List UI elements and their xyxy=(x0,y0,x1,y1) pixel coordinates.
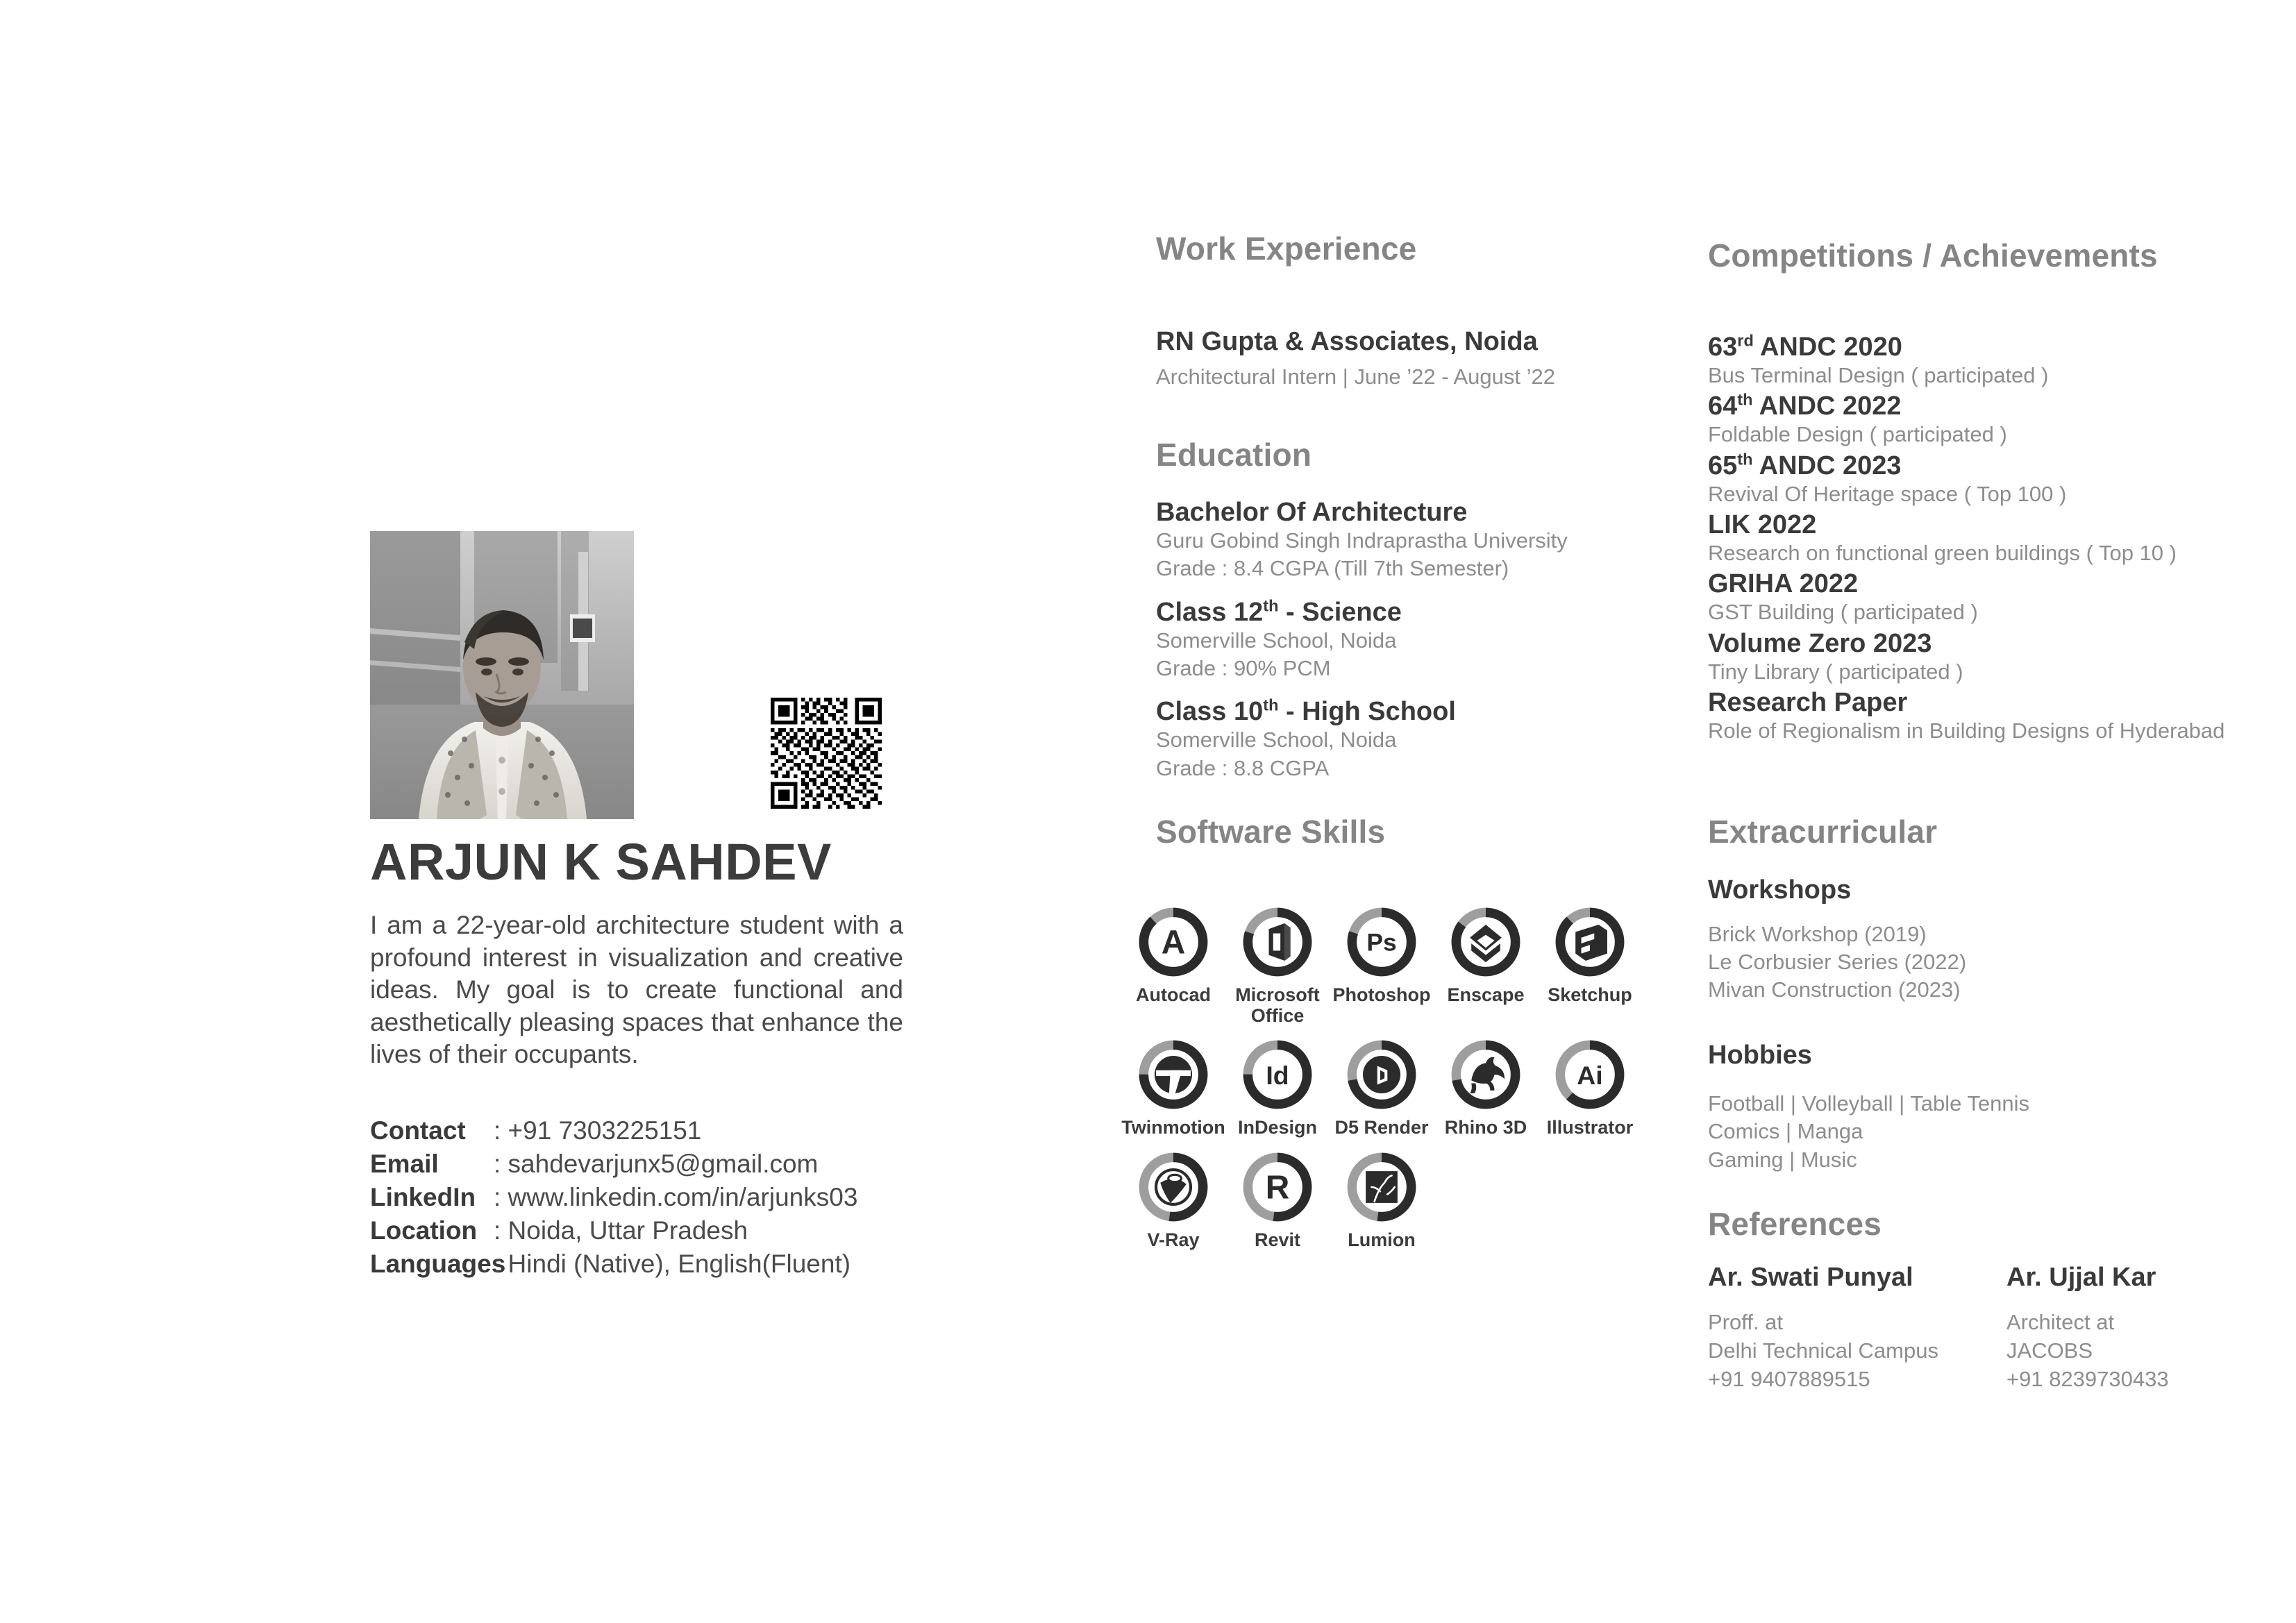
education-entry-detail: Somerville School, Noida xyxy=(1156,628,1397,653)
software-skill-row xyxy=(1121,1151,1635,1250)
software-skill-row xyxy=(1121,1038,1635,1138)
competition-detail: Role of Regionalism in Building Designs of Hyderabad xyxy=(1708,718,2225,743)
competition-title: 65th ANDC 2023 xyxy=(1708,450,1902,480)
lumion-icon xyxy=(1346,1151,1418,1223)
hobby-item: Football | Volleyball | Table Tennis xyxy=(1708,1091,2030,1116)
reference-card xyxy=(2006,1263,2256,1393)
software-skill-label: Revit xyxy=(1254,1229,1301,1250)
reference-detail: JACOBS xyxy=(2006,1338,2093,1363)
workshop-item: Mivan Construction (2023) xyxy=(1708,977,1961,1002)
workshops-label: Workshops xyxy=(1708,875,1852,905)
education-entry xyxy=(1156,498,1642,583)
svg-text:Ps: Ps xyxy=(1366,929,1397,957)
svg-text:Id: Id xyxy=(1266,1061,1289,1091)
hobbies-list xyxy=(1708,1090,2249,1174)
competition-entry xyxy=(1708,511,2249,567)
software-skill-label: Rhino 3D xyxy=(1444,1117,1527,1138)
page-title: ARJUN K SAHDEV xyxy=(370,833,832,891)
software-skills-heading: Software Skills xyxy=(1156,814,1386,850)
work-experience-item xyxy=(1156,328,1642,391)
svg-text:R: R xyxy=(1265,1169,1290,1206)
software-skill xyxy=(1121,1151,1225,1250)
contact-location-row xyxy=(370,1214,995,1247)
competition-entry xyxy=(1708,630,2249,686)
revit-icon xyxy=(1241,1151,1314,1223)
sketchup-icon xyxy=(1554,906,1626,978)
twinmotion-icon xyxy=(1137,1038,1209,1111)
software-skill xyxy=(1225,1038,1330,1138)
competition-title: Volume Zero 2023 xyxy=(1708,628,1932,658)
v-ray-icon xyxy=(1137,1151,1209,1223)
software-skill-label: D5 Render xyxy=(1334,1117,1429,1138)
software-skill-label: Twinmotion xyxy=(1121,1117,1225,1138)
languages-value: : Hindi (Native), English(Fluent) xyxy=(494,1250,851,1279)
portrait-photo xyxy=(370,531,634,819)
reference-name: Ar. Ujjal Kar xyxy=(2006,1263,2156,1292)
competitions-heading: Competitions / Achievements xyxy=(1708,237,2158,274)
competition-detail: GST Building ( participated ) xyxy=(1708,600,1978,625)
illustrator-icon xyxy=(1554,1038,1626,1111)
software-skill xyxy=(1330,1151,1434,1250)
competition-detail: Research on functional green buildings ( Top 10 ) xyxy=(1708,541,2177,566)
education-entry xyxy=(1156,698,1642,782)
software-skill-label: Microsoft Office xyxy=(1235,984,1320,1027)
education-entry-detail: Grade : 8.4 CGPA (Till 7th Semester) xyxy=(1156,556,1509,581)
reference-detail: +91 9407889515 xyxy=(1708,1367,1870,1392)
workshops-list xyxy=(1708,920,2249,1004)
competition-detail: Revival Of Heritage space ( Top 100 ) xyxy=(1708,481,2067,506)
education-entry-title: Class 12th - Science xyxy=(1156,596,1402,627)
competitions-list xyxy=(1708,333,2249,748)
software-skills-grid xyxy=(1121,906,1635,1263)
workshop-item: Brick Workshop (2019) xyxy=(1708,921,1927,946)
software-skill xyxy=(1330,906,1434,1005)
contact-email-row xyxy=(370,1147,995,1181)
education-list xyxy=(1156,498,1642,782)
education-entry-title: Bachelor Of Architecture xyxy=(1156,498,1468,527)
software-skill-label: Lumion xyxy=(1348,1229,1416,1250)
work-role: Architectural Intern | June ’22 - August ’22 xyxy=(1156,364,1555,389)
competition-detail: Bus Terminal Design ( participated ) xyxy=(1708,363,2049,388)
work-experience-heading: Work Experience xyxy=(1156,230,1417,267)
software-skill xyxy=(1538,1038,1642,1138)
linkedin-label: LinkedIn xyxy=(370,1183,476,1212)
software-skill-row xyxy=(1121,906,1635,1026)
contact-linkedin-row xyxy=(370,1181,995,1214)
email-label: Email xyxy=(370,1150,439,1179)
reference-detail: Proff. at xyxy=(1708,1309,1783,1334)
workshops-block xyxy=(1708,876,2249,1004)
competition-detail: Tiny Library ( participated ) xyxy=(1708,659,1963,684)
software-skill xyxy=(1330,1038,1434,1138)
competition-title: Research Paper xyxy=(1708,687,1908,717)
competition-detail: Foldable Design ( participated ) xyxy=(1708,422,2007,447)
indesign-icon xyxy=(1241,1038,1314,1111)
competition-title: LIK 2022 xyxy=(1708,510,1817,539)
software-skill-label: Autocad xyxy=(1136,984,1211,1005)
software-skill-label: Illustrator xyxy=(1546,1117,1634,1138)
references-list xyxy=(1708,1263,2256,1393)
contact-block xyxy=(370,1114,995,1281)
software-skill-label: Enscape xyxy=(1447,984,1525,1005)
education-entry-title: Class 10th - High School xyxy=(1156,696,1456,727)
hobbies-label: Hobbies xyxy=(1708,1041,1812,1070)
contact-languages-row xyxy=(370,1247,995,1281)
workshop-item: Le Corbusier Series (2022) xyxy=(1708,950,1967,975)
autocad-icon xyxy=(1137,906,1209,978)
competition-entry xyxy=(1708,392,2249,448)
software-skill xyxy=(1538,906,1642,1005)
d5-render-icon xyxy=(1346,1038,1418,1111)
hobby-item: Gaming | Music xyxy=(1708,1147,1857,1172)
linkedin-value[interactable]: : www.linkedin.com/in/arjunks03 xyxy=(494,1183,858,1212)
competition-entry xyxy=(1708,570,2249,626)
software-skill xyxy=(1225,1151,1330,1250)
education-entry-detail: Grade : 90% PCM xyxy=(1156,655,1331,680)
education-entry-detail: Grade : 8.8 CGPA xyxy=(1156,755,1330,780)
svg-text:Ai: Ai xyxy=(1577,1061,1603,1091)
software-skill-label: InDesign xyxy=(1237,1117,1317,1138)
software-skill-label: Sketchup xyxy=(1548,984,1632,1005)
hobby-item: Comics | Manga xyxy=(1708,1119,1863,1144)
work-company: RN Gupta & Associates, Noida xyxy=(1156,327,1538,356)
competition-title: 63rd ANDC 2020 xyxy=(1708,331,1902,362)
extracurricular-heading: Extracurricular xyxy=(1708,814,1938,850)
svg-text:A: A xyxy=(1161,924,1186,961)
location-value: : Noida, Uttar Pradesh xyxy=(494,1216,748,1245)
software-skill-label: Photoshop xyxy=(1332,984,1431,1005)
contact-value: : +91 7303225151 xyxy=(494,1116,702,1145)
education-entry-detail: Somerville School, Noida xyxy=(1156,728,1397,752)
reference-detail: Delhi Technical Campus xyxy=(1708,1338,1938,1363)
competition-entry xyxy=(1708,333,2249,389)
contact-phone-row xyxy=(370,1114,995,1147)
qr-code xyxy=(771,698,882,809)
profile-bio: I am a 22-year-old architecture student with a profound interest in visualization and creative ideas. My goal is to create functional and aesthetically pleasing spaces that enhance the lives of their occupants. xyxy=(370,911,903,1069)
photoshop-icon xyxy=(1346,906,1418,978)
contact-label: Contact xyxy=(370,1116,466,1145)
competition-entry xyxy=(1708,452,2249,508)
microsoft-office-icon xyxy=(1241,906,1314,978)
software-skill-label: V-Ray xyxy=(1147,1229,1200,1250)
software-skill xyxy=(1121,906,1225,1005)
reference-card xyxy=(1708,1263,2006,1393)
enscape-icon xyxy=(1450,906,1522,978)
software-skill xyxy=(1121,1038,1225,1138)
email-value[interactable]: : sahdevarjunx5@gmail.com xyxy=(494,1150,819,1179)
reference-name: Ar. Swati Punyal xyxy=(1708,1263,1913,1292)
education-entry-detail: Guru Gobind Singh Indraprastha University xyxy=(1156,528,1568,553)
location-label: Location xyxy=(370,1216,478,1245)
education-entry xyxy=(1156,598,1642,683)
software-skill xyxy=(1225,906,1330,1026)
rhino-3d-icon xyxy=(1450,1038,1522,1111)
reference-detail: +91 8239730433 xyxy=(2006,1367,2169,1392)
references-heading: References xyxy=(1708,1206,1882,1242)
competition-entry xyxy=(1708,689,2249,745)
reference-detail: Architect at xyxy=(2006,1309,2115,1334)
software-skill xyxy=(1434,1038,1538,1138)
education-heading: Education xyxy=(1156,437,1312,473)
competition-title: GRIHA 2022 xyxy=(1708,569,1859,599)
competition-title: 64th ANDC 2022 xyxy=(1708,390,1902,421)
languages-label: Languages xyxy=(370,1250,506,1279)
software-skill xyxy=(1434,906,1538,1005)
